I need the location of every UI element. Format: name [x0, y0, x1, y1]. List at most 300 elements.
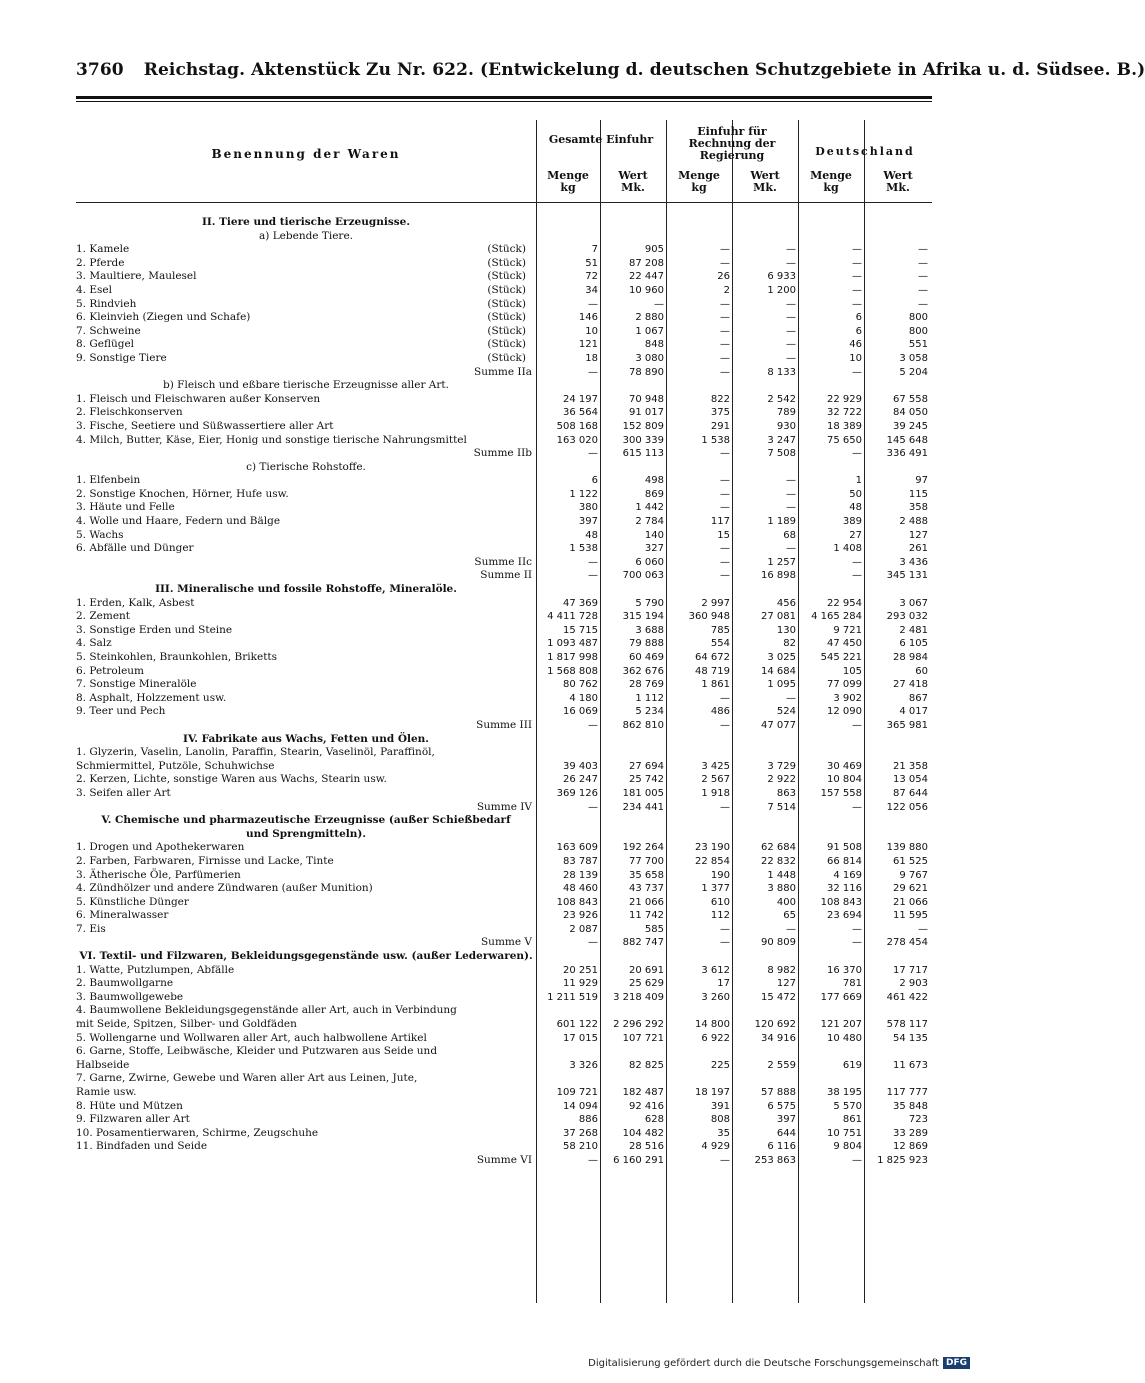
cell-value: —: [852, 570, 862, 582]
row-label: [76, 610, 532, 624]
cell-value: 551: [908, 339, 928, 351]
cell-value: 3 260: [701, 991, 730, 1003]
row-label-text: Summe V: [480, 936, 532, 949]
cell-value: 82 825: [629, 1059, 664, 1071]
cell-value: 1 408: [833, 543, 862, 555]
row-label: [76, 1072, 532, 1086]
cell-value: 21 066: [629, 896, 664, 908]
cell-value: 139 880: [886, 842, 928, 854]
cell-value: 22 954: [827, 597, 862, 609]
cell-value: 28 984: [893, 652, 928, 663]
cell-value: 6 060: [635, 556, 664, 568]
cell-value: 17 717: [893, 964, 928, 976]
table-row: [76, 1113, 932, 1127]
cell-value: 48: [585, 529, 598, 541]
row-label: [76, 705, 532, 719]
cell-value: —: [720, 543, 730, 555]
cell-value: —: [720, 475, 730, 487]
cell-value: —: [720, 339, 730, 351]
table-row: [76, 1004, 932, 1018]
cell-value: 867: [908, 692, 928, 704]
row-label-text: 3. Seifen aller Art: [76, 786, 171, 799]
row-label: [76, 950, 536, 964]
cell-value: 104 482: [622, 1127, 664, 1139]
table-row: [76, 882, 932, 896]
table-row: [76, 773, 932, 787]
cell-value: —: [852, 448, 862, 460]
cell-value: 33 289: [893, 1127, 928, 1139]
cell-value: —: [588, 719, 598, 731]
table-row: [76, 270, 932, 284]
row-label-text: 4. Baumwollene Bekleidungsgegenstände aller Art, auch in Verbindung: [76, 1004, 457, 1017]
cell-value: —: [720, 937, 730, 949]
row-label-text: 1. Watte, Putzlumpen, Abfälle: [76, 963, 235, 976]
cell-value: —: [720, 692, 730, 704]
cell-value: 2 481: [899, 624, 928, 636]
cell-value: 16 370: [827, 964, 862, 976]
table-row: [76, 311, 932, 325]
cell-value: 781: [842, 978, 862, 990]
cell-value: 300 339: [622, 434, 664, 446]
cell-value: —: [588, 1154, 598, 1166]
cell-value: 3 612: [701, 964, 730, 976]
table-row: [76, 257, 932, 271]
col-header-wert: Wert Mk.: [883, 169, 913, 194]
cell-value: —: [720, 352, 730, 364]
cell-value: 3 688: [635, 624, 664, 636]
table-row: [76, 909, 932, 923]
header-bottom-rule: [76, 202, 932, 203]
cell-value: —: [918, 284, 928, 296]
cell-value: 4 411 728: [547, 611, 598, 623]
cell-value: 34: [585, 284, 598, 296]
cell-value: 6 105: [899, 638, 928, 650]
cell-value: 886: [578, 1114, 598, 1126]
row-label: [76, 230, 536, 244]
row-label: [76, 515, 532, 529]
row-label-text: 6. Kleinvieh (Ziegen und Schafe): [76, 311, 251, 324]
cell-value: 13 054: [893, 774, 928, 786]
cell-value: 486: [710, 706, 730, 718]
cell-value: 35 658: [629, 869, 664, 881]
row-label: [76, 1154, 540, 1168]
cell-value: —: [720, 570, 730, 582]
cell-value: 117: [710, 516, 730, 528]
row-label-text: 2. Pferde: [76, 256, 125, 269]
cell-value: 369 126: [556, 787, 598, 799]
row-label: [76, 869, 532, 883]
table-row: [76, 841, 932, 855]
cell-value: 380: [578, 502, 598, 514]
cell-value: 78 890: [629, 366, 664, 378]
cell-value: 1 067: [635, 325, 664, 337]
cell-value: 130: [776, 624, 796, 636]
table-row: [76, 1100, 932, 1114]
cell-value: 72: [585, 271, 598, 283]
table-row: [76, 1032, 932, 1046]
row-label-text: 8. Hüte und Mützen: [76, 1099, 183, 1112]
cell-value: 397: [578, 516, 598, 528]
table-row: [76, 243, 932, 257]
cell-value: 9 767: [899, 869, 928, 881]
cell-value: —: [720, 244, 730, 256]
cell-value: 1 442: [635, 502, 664, 514]
row-label-text: 6. Petroleum: [76, 664, 145, 677]
cell-value: —: [786, 352, 796, 364]
row-label-text: III. Mineralische und fossile Rohstoffe, Mineralöle.: [155, 583, 457, 596]
table-row: [76, 787, 932, 801]
section-heading: [76, 950, 932, 964]
row-label: [76, 882, 532, 896]
row-label-text: 10. Posamentierwaren, Schirme, Zeugschuhe: [76, 1126, 319, 1139]
cell-value: 863: [776, 787, 796, 799]
table-row: [76, 651, 932, 665]
cell-value: —: [588, 556, 598, 568]
cell-value: 508 168: [556, 420, 598, 432]
cell-value: 3 247: [767, 434, 796, 446]
cell-value: 545 221: [820, 652, 862, 663]
cell-value: —: [852, 298, 862, 310]
sum-row: [76, 366, 932, 380]
cell-value: 90 809: [761, 937, 796, 949]
cell-value: 36 564: [563, 407, 598, 419]
row-label-text: Summe II: [480, 569, 532, 582]
cell-value: 11 673: [893, 1059, 928, 1071]
col-header-menge: Menge kg: [810, 169, 852, 194]
cell-value: 37 268: [563, 1127, 598, 1139]
row-label-text: 4. Milch, Butter, Käse, Eier, Honig und sonstige tierische Nahrungsmittel: [76, 433, 467, 446]
cell-value: 848: [644, 339, 664, 351]
cell-value: 177 669: [820, 991, 862, 1003]
row-label: [76, 257, 532, 271]
cell-value: 8 133: [767, 366, 796, 378]
cell-value: 4 165 284: [811, 611, 862, 623]
row-label-text: 2. Zement: [76, 610, 131, 623]
col-group-government: Einfuhr für Rechnung der Regierung: [688, 125, 776, 162]
cell-value: 11 929: [563, 978, 598, 990]
table-row: [76, 325, 932, 339]
cell-value: 800: [908, 325, 928, 337]
row-label-text: 9. Sonstige Tiere: [76, 351, 167, 364]
cell-value: 3 025: [767, 652, 796, 663]
row-label: [76, 434, 532, 448]
cell-value: 6 116: [767, 1141, 796, 1153]
cell-value: 32 116: [827, 883, 862, 895]
row-label-text: Summe IV: [476, 800, 532, 813]
cell-value: 3 902: [833, 692, 862, 704]
cell-value: —: [720, 502, 730, 514]
cell-value: 97: [915, 475, 928, 487]
cell-value: —: [720, 298, 730, 310]
cell-value: 65: [783, 910, 796, 922]
cell-value: 18: [585, 352, 598, 364]
dfg-logo: DFG: [943, 1357, 970, 1369]
row-label-text: 5. Steinkohlen, Braunkohlen, Briketts: [76, 651, 278, 663]
cell-value: 6: [591, 475, 598, 487]
col-header-menge: Menge kg: [547, 169, 589, 194]
row-label-text: 1. Erden, Kalk, Asbest: [76, 596, 195, 609]
cell-value: —: [786, 923, 796, 935]
cell-value: 48 460: [563, 883, 598, 895]
row-label-text: 3. Fische, Seetiere und Süßwassertiere aller Art: [76, 419, 334, 432]
cell-value: 64 672: [695, 652, 730, 663]
table-row: [76, 406, 932, 420]
row-label-text: 7. Eis: [76, 922, 106, 935]
row-label: [76, 542, 532, 556]
cell-value: 39 403: [563, 760, 598, 772]
cell-value: 43 737: [629, 883, 664, 895]
sum-row: [76, 719, 932, 733]
cell-value: —: [588, 366, 598, 378]
row-label: [76, 597, 532, 611]
table-row: [76, 1045, 932, 1059]
cell-value: 127: [908, 529, 928, 541]
cell-value: 77 099: [827, 679, 862, 691]
cell-value: 2 880: [635, 312, 664, 324]
cell-value: 585: [644, 923, 664, 935]
row-label-text: 1. Glyzerin, Vaselin, Lanolin, Paraffin, Stearin, Vaselinöl, Paraffinöl,: [76, 746, 435, 759]
row-label: [76, 624, 532, 638]
cell-value: 47 077: [761, 719, 796, 731]
row-label-text: 1. Fleisch und Fleischwaren außer Konserven: [76, 392, 321, 405]
cell-value: 127: [776, 978, 796, 990]
cell-value: —: [654, 298, 664, 310]
cell-value: —: [852, 801, 862, 813]
section-heading: [76, 461, 932, 475]
cell-value: 35: [717, 1127, 730, 1139]
cell-value: 7 514: [767, 801, 796, 813]
cell-value: 1 538: [569, 543, 598, 555]
cell-value: 48: [849, 502, 862, 514]
cell-value: 35 848: [893, 1100, 928, 1112]
cell-value: 14 094: [563, 1100, 598, 1112]
row-label: [76, 501, 532, 515]
cell-value: 10 960: [629, 284, 664, 296]
cell-value: 108 843: [556, 896, 598, 908]
cell-value: —: [852, 284, 862, 296]
cell-value: 16 898: [761, 570, 796, 582]
table-row: [76, 624, 932, 638]
cell-value: 261: [908, 543, 928, 555]
table-row: [76, 637, 932, 651]
cell-value: 400: [776, 896, 796, 908]
cell-value: —: [720, 923, 730, 935]
table-row: [76, 474, 932, 488]
cell-value: 23 694: [827, 910, 862, 922]
cell-value: 20 691: [629, 964, 664, 976]
table-row: [76, 488, 932, 502]
row-label: [76, 1032, 532, 1046]
row-label: [76, 651, 532, 665]
cell-value: —: [786, 475, 796, 487]
cell-value: 61 525: [893, 855, 928, 867]
cell-value: —: [852, 556, 862, 568]
cell-value: —: [786, 312, 796, 324]
col-header-wert: Wert Mk.: [618, 169, 648, 194]
cell-value: 336 491: [886, 448, 928, 460]
cell-value: 869: [644, 488, 664, 500]
cell-value: 6: [855, 325, 862, 337]
cell-value: —: [786, 488, 796, 500]
section-heading: [76, 814, 932, 828]
cell-value: 8 982: [767, 964, 796, 976]
col-header-name: Benennung der Waren: [211, 147, 401, 161]
row-label: [76, 1059, 532, 1073]
cell-value: 6 160 291: [613, 1154, 664, 1166]
row-label: [76, 243, 532, 257]
cell-value: 2: [723, 284, 730, 296]
cell-value: 2 296 292: [613, 1019, 664, 1031]
cell-value: —: [588, 801, 598, 813]
cell-value: 461 422: [886, 991, 928, 1003]
row-label-text: Summe IIc: [474, 555, 532, 568]
cell-value: 105: [842, 665, 862, 677]
cell-value: 51: [585, 257, 598, 269]
table-row: [76, 1086, 932, 1100]
row-label: [76, 828, 536, 842]
row-label-text: 5. Rindvieh: [76, 297, 137, 310]
cell-value: —: [786, 502, 796, 514]
cell-value: 28 139: [563, 869, 598, 881]
row-label-text: 5. Wachs: [76, 528, 124, 541]
cell-value: 120 692: [754, 1019, 796, 1031]
cell-value: 20 251: [563, 964, 598, 976]
row-label: [76, 855, 532, 869]
cell-value: 2 488: [899, 516, 928, 528]
cell-value: 800: [908, 312, 928, 324]
cell-value: 92 416: [629, 1100, 664, 1112]
cell-value: 3 080: [635, 352, 664, 364]
cell-value: 32 722: [827, 407, 862, 419]
row-label-text: 4. Zündhölzer und andere Zündwaren (außer Munition): [76, 882, 373, 895]
cell-value: 107 721: [622, 1032, 664, 1044]
cell-value: 14 684: [761, 665, 796, 677]
row-label-text: 3. Häute und Felle: [76, 501, 175, 514]
cell-value: 524: [776, 706, 796, 718]
row-label: [76, 366, 540, 380]
table-row: [76, 542, 932, 556]
row-unit: (Stück): [487, 270, 526, 283]
row-label: [76, 420, 532, 434]
sum-row: [76, 556, 932, 570]
row-label-text: Summe IIb: [473, 447, 532, 460]
row-label-text: 2. Fleischkonserven: [76, 406, 183, 419]
cell-value: 375: [710, 407, 730, 419]
cell-value: 70 948: [629, 393, 664, 405]
row-label-text: 3. Ätherische Öle, Parfümerien: [76, 868, 241, 881]
cell-value: 84 050: [893, 407, 928, 419]
cell-value: 25 629: [629, 978, 664, 990]
table-row: [76, 1059, 932, 1073]
cell-value: 25 742: [629, 774, 664, 786]
header-rule: [76, 96, 932, 99]
cell-value: 3 058: [899, 352, 928, 364]
cell-value: 192 264: [622, 842, 664, 854]
row-label: [76, 393, 532, 407]
cell-value: 5 570: [833, 1100, 862, 1112]
cell-value: —: [720, 312, 730, 324]
cell-value: —: [720, 257, 730, 269]
cell-value: 619: [842, 1059, 862, 1071]
cell-value: 5 204: [899, 366, 928, 378]
cell-value: 358: [908, 502, 928, 514]
col-group-germany: Deutschland: [815, 145, 915, 158]
cell-value: 1 093 487: [547, 638, 598, 650]
cell-value: —: [918, 257, 928, 269]
cell-value: 152 809: [622, 420, 664, 432]
row-unit: (Stück): [487, 256, 526, 269]
row-label: [76, 298, 532, 312]
cell-value: —: [720, 556, 730, 568]
sum-row: [76, 936, 932, 950]
row-label: [76, 841, 532, 855]
row-label: [76, 583, 536, 597]
cell-value: 79 888: [629, 638, 664, 650]
cell-value: 108 843: [820, 896, 862, 908]
cell-value: 145 648: [886, 434, 928, 446]
cell-value: 54 135: [893, 1032, 928, 1044]
cell-value: —: [786, 543, 796, 555]
cell-value: —: [852, 366, 862, 378]
cell-value: 225: [710, 1059, 730, 1071]
cell-value: 91 017: [629, 407, 664, 419]
cell-value: —: [720, 366, 730, 378]
row-label: [76, 338, 532, 352]
page-number: 3760: [76, 60, 124, 80]
cell-value: 28 516: [629, 1141, 664, 1153]
row-label-text: 11. Bindfaden und Seide: [76, 1140, 208, 1153]
table-row: [76, 501, 932, 515]
row-label: [76, 447, 540, 461]
cell-value: 2 903: [899, 978, 928, 990]
cell-value: 46: [849, 339, 862, 351]
cell-value: —: [786, 298, 796, 310]
cell-value: —: [720, 801, 730, 813]
row-label: [76, 733, 536, 747]
row-unit: (Stück): [487, 311, 526, 324]
cell-value: —: [588, 448, 598, 460]
table-row: [76, 597, 932, 611]
cell-value: 66 814: [827, 855, 862, 867]
cell-value: 4 180: [569, 692, 598, 704]
row-label-text: IV. Fabrikate aus Wachs, Fetten und Ölen.: [183, 732, 429, 745]
cell-value: 87 208: [629, 257, 664, 269]
table-row: [76, 393, 932, 407]
import-table: [76, 108, 932, 1303]
footer: [588, 1357, 970, 1369]
row-label-text: 4. Esel: [76, 283, 112, 296]
cell-value: 861: [842, 1114, 862, 1126]
cell-value: 163 020: [556, 434, 598, 446]
sum-row: [76, 801, 932, 815]
cell-value: —: [588, 298, 598, 310]
cell-value: 7: [591, 244, 598, 256]
cell-value: 16 069: [563, 706, 598, 718]
cell-value: 17: [717, 978, 730, 990]
cell-value: 26: [717, 271, 730, 283]
cell-value: 6 933: [767, 271, 796, 283]
table-row: [76, 284, 932, 298]
cell-value: —: [918, 271, 928, 283]
row-label: [76, 529, 532, 543]
cell-value: 30 469: [827, 760, 862, 772]
row-label-text: mit Seide, Spitzen, Silber- und Goldfäden: [76, 1018, 297, 1031]
cell-value: 82: [783, 638, 796, 650]
cell-value: 22 854: [695, 855, 730, 867]
row-label-text: b) Fleisch und eßbare tierische Erzeugnisse aller Art.: [163, 379, 449, 392]
cell-value: 1 538: [701, 434, 730, 446]
cell-value: —: [786, 692, 796, 704]
